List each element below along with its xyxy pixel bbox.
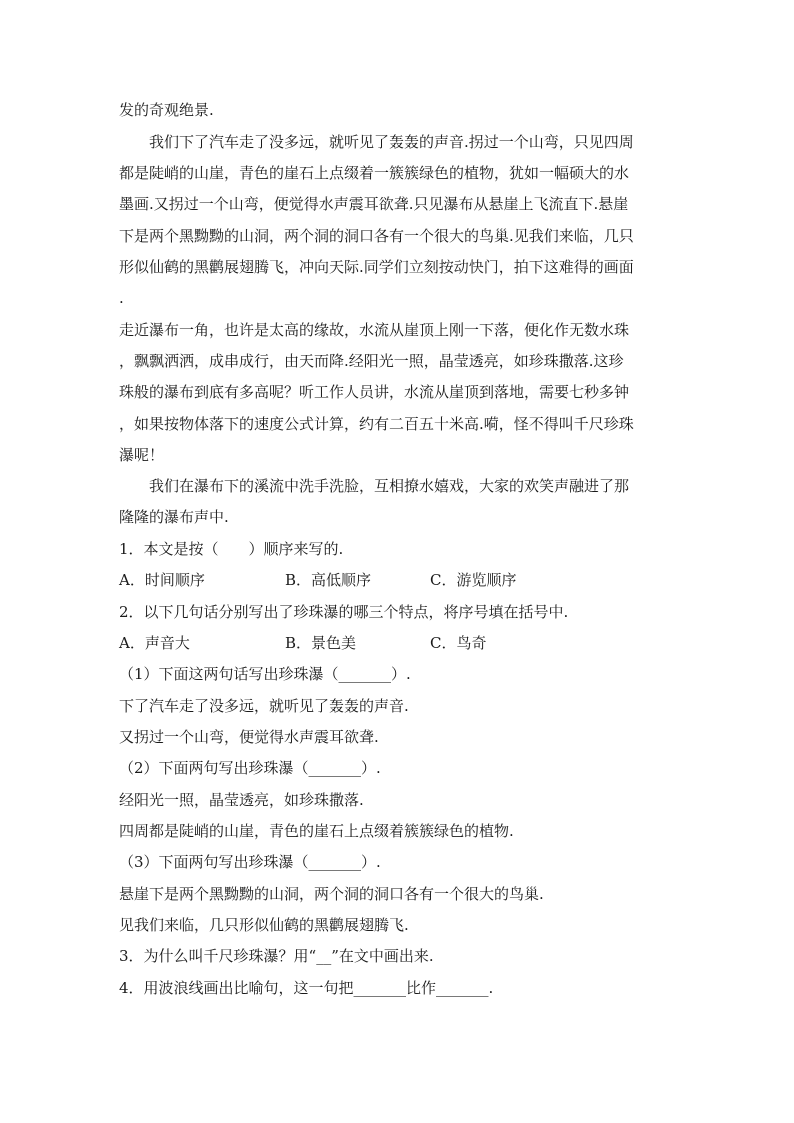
- quoted-sentence: 悬崖下是两个黑黝黝的山洞，两个洞的洞口各有一个很大的鸟巢.: [119, 885, 544, 903]
- passage-line: 墨画.又拐过一个山弯，便觉得水声震耳欲聋.只见瀑布从悬崖上飞流直下.悬崖: [119, 195, 629, 213]
- quoted-sentence: 又拐过一个山弯，便觉得水声震耳欲聋.: [119, 728, 379, 746]
- question-4: 4．用波浪线画出比喻句，这一句把_______比作_______.: [119, 979, 494, 997]
- passage-line: 都是陡峭的山崖，青色的崖石上点缀着一簇簇绿色的植物，犹如一幅硕大的水: [119, 164, 630, 182]
- option-a: A．声音大: [119, 634, 190, 652]
- option-a: A．时间顺序: [119, 571, 205, 589]
- quoted-sentence: 见我们来临，几只形似仙鹤的黑鹳展翅腾飞.: [119, 916, 409, 934]
- option-b: B．高低顺序: [285, 571, 372, 589]
- passage-line: ，如果按物体落下的速度公式计算，约有二百五十米高.嗬，怪不得叫千尺珍珠: [119, 415, 634, 433]
- passage-line: 发的奇观绝景.: [119, 101, 214, 119]
- quoted-sentence: 四周都是陡峭的山崖，青色的崖石上点缀着簇簇绿色的植物.: [119, 822, 514, 840]
- sub-question: （2）下面两句写出珍珠瀑（_______）.: [119, 759, 381, 777]
- option-c: C．游览顺序: [430, 571, 517, 589]
- passage-line: ，飘飘洒洒，成串成行，由天而降.经阳光一照，晶莹透亮，如珍珠撒落.这珍: [119, 352, 624, 370]
- question-3: 3．为什么叫千尺珍珠瀑？用“__”在文中画出来.: [119, 947, 434, 965]
- sub-question: （3）下面两句写出珍珠瀑（_______）.: [119, 853, 381, 871]
- passage-line: .: [119, 289, 124, 307]
- passage-line: 走近瀑布一角，也许是太高的缘故，水流从崖顶上刚一下落，便化作无数水珠: [119, 321, 630, 339]
- passage-line: 我们在瀑布下的溪流中洗手洗脸，互相撩水嬉戏，大家的欢笑声融进了那: [119, 477, 630, 495]
- option-b: B．景色美: [285, 634, 357, 652]
- sub-question: （1）下面这两句话写出珍珠瀑（_______）.: [119, 665, 411, 683]
- passage-line: 珠般的瀑布到底有多高呢？听工作人员讲，水流从崖顶到落地，需要七秒多钟: [119, 383, 630, 401]
- passage-line: 形似仙鹤的黑鹳展翅腾飞，冲向天际.同学们立刻按动快门，拍下这难得的画面: [119, 258, 634, 276]
- question-stem: 1．本文是按（ ）顺序来写的.: [119, 540, 344, 558]
- passage-line: 瀑呢！: [119, 446, 165, 464]
- passage-line: 隆隆的瀑布声中.: [119, 508, 229, 526]
- question-stem: 2．以下几句话分别写出了珍珠瀑的哪三个特点，将序号填在括号中.: [119, 603, 569, 621]
- quoted-sentence: 下了汽车走了没多远，就听见了轰轰的声音.: [119, 697, 409, 715]
- quoted-sentence: 经阳光一照，晶莹透亮，如珍珠撒落.: [119, 791, 364, 809]
- option-c: C．鸟奇: [430, 634, 487, 652]
- passage-line: 下是两个黑黝黝的山洞，两个洞的洞口各有一个很大的鸟巢.见我们来临，几只: [119, 227, 634, 245]
- passage-line: 我们下了汽车走了没多远，就听见了轰轰的声音.拐过一个山弯，只见四周: [119, 133, 634, 151]
